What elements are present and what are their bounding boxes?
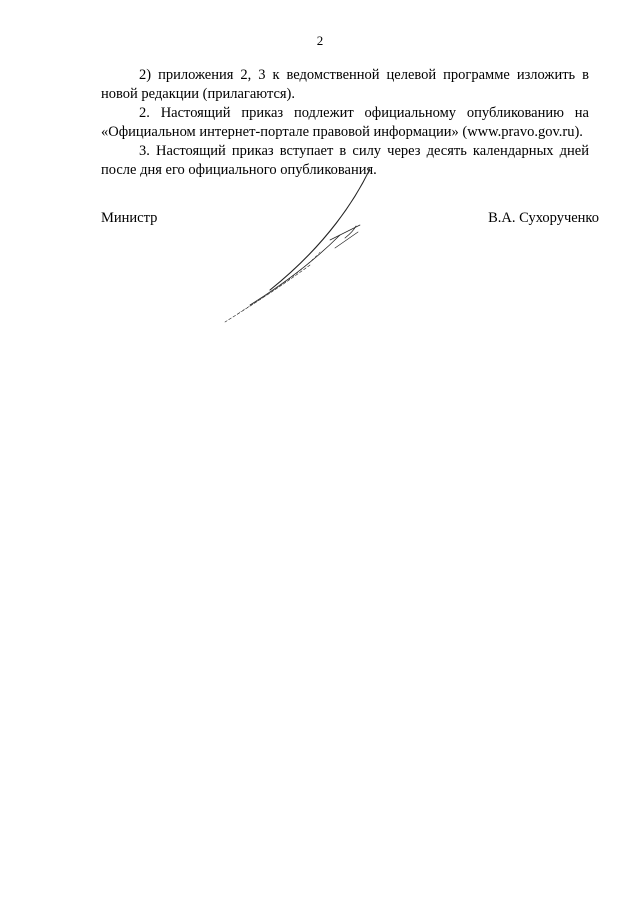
- paragraph-publication: 2. Настоящий приказ подлежит официальному опубликованию на «Официальном интернет-портале правовой информации» (www.pravo.gov.ru).: [101, 105, 589, 140]
- handwritten-signature-icon: [210, 140, 370, 330]
- page-number: 2: [316, 33, 324, 48]
- paragraph-appendices: 2) приложения 2, 3 к ведомственной целевой программе изложить в новой редакции (прилагаются).: [101, 67, 589, 102]
- signer-title: Министр: [101, 210, 158, 226]
- paragraph-entry-into-force: 3. Настоящий приказ вступает в силу через десять календарных дней после дня его официального опубликования.: [101, 143, 589, 178]
- signer-name: В.А. Сухорученко: [488, 210, 599, 226]
